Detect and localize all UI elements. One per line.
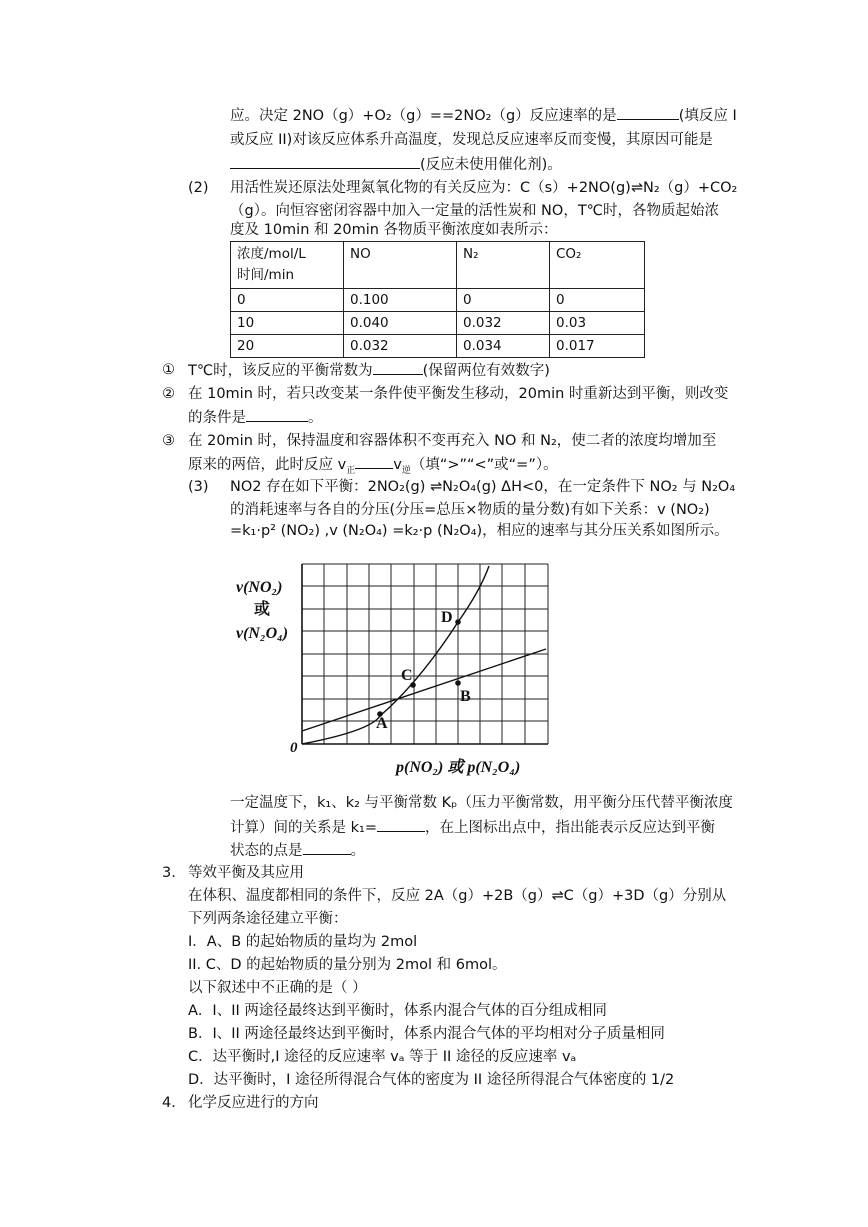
answer-blank[interactable]	[377, 817, 425, 832]
rate-pressure-graph	[230, 556, 590, 781]
label-d: D	[441, 609, 453, 626]
question-text: II. C、D 的起始物质的量分别为 2mol 和 6mol。	[188, 957, 507, 973]
y-label-3: v(N₂O₄)	[236, 625, 289, 642]
question-text: 在体积、温度都相同的条件下，反应 2A（g）+2B（g）⇌C（g）+3D（g）分别从	[188, 888, 727, 904]
para-line: 或反应 II)对该反应体系升高温度，发现总反应速率反而变慢，其原因可能是	[230, 132, 713, 148]
sub-question: 的条件是 。	[188, 407, 323, 428]
question-number: (3)	[188, 479, 209, 495]
point-d	[455, 619, 461, 625]
question-text: =k₁·p² (NO₂) ,v (N₂O₄) =k₂·p (N₂O₄)，相应的速率与其分压关系如图所示。	[230, 523, 729, 539]
answer-blank[interactable]	[303, 840, 351, 855]
answer-blank[interactable]	[373, 360, 423, 375]
answer-blank[interactable]	[230, 154, 420, 169]
n2o4-line	[302, 649, 546, 731]
option-a[interactable]: A．I、II 两途径最终达到平衡时，体系内混合气体的百分组成相同	[188, 1003, 607, 1019]
answer-blank[interactable]	[355, 454, 393, 469]
sub-question: 原来的两倍，此时反应 $v_正$ $v_逆$（填“>”“<”或“=”）。	[188, 454, 558, 481]
point-b	[455, 680, 461, 686]
question-number: (2)	[188, 180, 209, 196]
header-cell: N₂	[457, 242, 550, 289]
answer-blank[interactable]	[617, 105, 679, 120]
question-text: 计算）间的关系是 k₁= ，在上图标出点中，指出能表示反应达到平衡	[230, 817, 715, 838]
question-text: （g）。向恒容密闭容器中加入一定量的活性炭和 NO，T℃时，各物质起始浓	[230, 203, 719, 219]
sub-question: 在 20min 时，保持温度和容器体积不变再充入 NO 和 N₂，使二者的浓度均增加至	[188, 433, 717, 449]
label-b: B	[460, 688, 471, 705]
sub-mark: ①	[162, 362, 175, 378]
question-text: NO2 存在如下平衡：2NO₂(g) ⇌N₂O₄(g) ΔH<0，在一定条件下 NO₂ 与 N₂O₄	[230, 479, 736, 495]
question-text: I．A、B 的起始物质的量均为 2mol	[188, 934, 418, 950]
no2-curve	[302, 566, 489, 744]
para-line: (反应未使用催化剂)。	[230, 154, 562, 175]
grid	[302, 564, 548, 744]
y-label-1: v(NO₂)	[236, 579, 283, 596]
table-row: 0 0.100 0 0	[231, 289, 645, 312]
answer-blank[interactable]	[246, 407, 308, 422]
sub-mark: ②	[162, 386, 175, 402]
x-label: p(NO₂) 或 p(N₂O₄)	[396, 759, 521, 776]
concentration-table	[230, 241, 645, 358]
section-title: 化学反应进行的方向	[188, 1095, 319, 1111]
table-row: 10 0.040 0.032 0.03	[231, 312, 645, 335]
question-text: 的消耗速率与各自的分压(分压=总压×物质的量分数)有如下关系：v (NO₂)	[230, 502, 710, 518]
y-label-2: 或	[254, 601, 271, 618]
question-text: 度及 10min 和 20min 各物质平衡浓度如表所示：	[230, 222, 558, 238]
option-d[interactable]: D．达平衡时，I 途径所得混合气体的密度为 II 途径所得混合气体密度的 1/2	[188, 1072, 675, 1088]
header-cell: CO₂	[550, 242, 645, 289]
option-b[interactable]: B．I、II 两途径最终达到平衡时，体系内混合气体的平均相对分子质量相同	[188, 1026, 665, 1042]
table-row: 20 0.032 0.034 0.017	[231, 335, 645, 358]
section-title: 等效平衡及其应用	[188, 865, 304, 881]
section-number: 4.	[162, 1095, 176, 1111]
label-c: C	[401, 667, 413, 684]
label-a: A	[376, 715, 388, 732]
question-text: 以下叙述中不正确的是（ ）	[188, 980, 367, 996]
para-line: 应。决定 2NO（g）+O₂（g）==2NO₂（g）反应速率的是 (填反应 I	[230, 105, 737, 126]
question-text: 用活性炭还原法处理氮氧化物的有关反应为：C（s）+2NO(g)⇌N₂（g）+CO₂	[230, 180, 738, 196]
question-text: 下列两条途径建立平衡：	[188, 911, 348, 927]
sub-question: 在 10min 时，若只改变某一条件使平衡发生移动，20min 时重新达到平衡，则改变	[188, 386, 729, 402]
origin-label: 0	[290, 740, 298, 756]
sub-mark: ③	[162, 433, 175, 449]
option-c[interactable]: C．达平衡时,I 途径的反应速率 vₐ 等于 II 途径的反应速率 vₐ	[188, 1049, 577, 1065]
sub-question: T℃时，该反应的平衡常数为 (保留两位有效数字)	[188, 360, 550, 381]
header-cell: 浓度/mol/L 时间/min	[231, 242, 344, 289]
section-number: 3.	[162, 865, 176, 881]
question-text: 状态的点是 。	[230, 840, 365, 861]
question-text: 一定温度下，k₁、k₂ 与平衡常数 Kₚ（压力平衡常数，用平衡分压代替平衡浓度	[230, 795, 733, 811]
header-cell: NO	[344, 242, 457, 289]
